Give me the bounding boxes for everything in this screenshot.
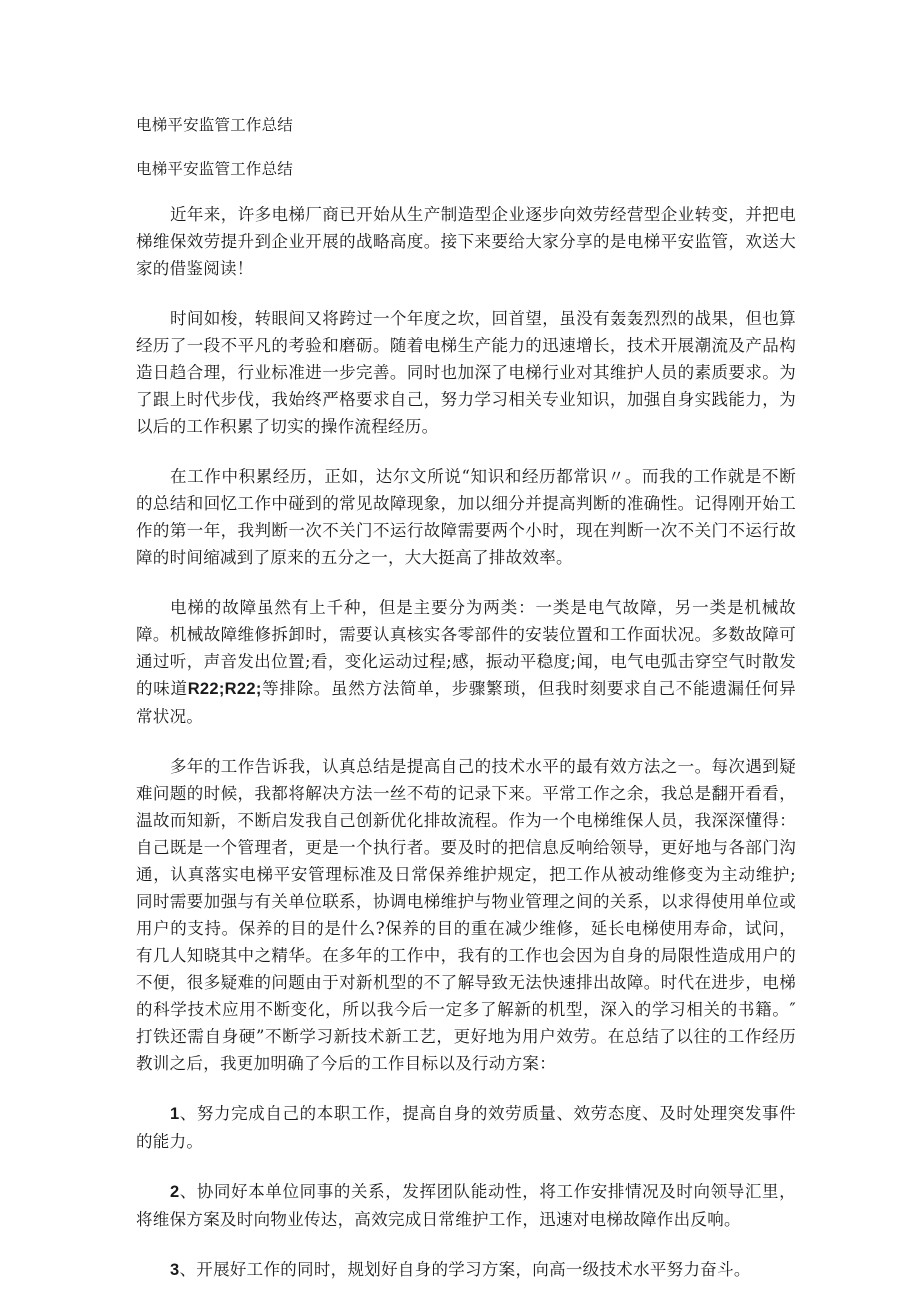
paragraph-experience: 在工作中积累经历，正如，达尔文所说“知识和经历都常识〃。而我的工作就是不断的总结和回忆工作中碰到的常见故障现象，加以细分并提高判断的准确性。记得刚开始工作的第一年，我判断一次不关门不运行故障需要两个小时，现在判断一次不关门不运行故障的时间缩减到了原来的五分之一，大大挺高了排故效率。 [136, 467, 796, 567]
paragraph-faults [136, 594, 796, 730]
document-page [136, 113, 796, 1307]
faults-text-after: 等排除。虽然方法简单，步骤繁琐，但我时刻要求自己不能遗漏任何异常状况。 [136, 679, 796, 726]
list-number: 2 [170, 1183, 180, 1201]
list-text: 、开展好工作的同时，规划好自身的学习方案，向高一级技术水平努力奋斗。 [179, 1260, 751, 1279]
list-text: 、协同好本单位同事的关系，发挥团队能动性，将工作安排情况及时向领导汇里，将维保方案及时向物业传达，高效完成日常维护工作，迅速对电梯故障作出反响。 [136, 1182, 796, 1229]
paragraph-intro: 近年来，许多电梯厂商已开始从生产制造型企业逐步向效劳经营型企业转变，并把电梯维保效劳提升到企业开展的战略高度。接下来要给大家分享的是电梯平安监管，欢送大家的借鉴阅读！ [136, 205, 796, 278]
faults-text-before: 电梯的故障虽然有上千种，但是主要分为两类：一类是电气故障，另一类是机械故障。机械故障维修拆卸时，需要认真核实各零部件的安装位置和工作面状况。多数故障可通过听，声音发出位置;看，变化运动过程;感，振动平稳度;闻，电气电弧击穿空气时散发的味道 [136, 598, 796, 698]
paragraph-summary: 多年的工作告诉我，认真总结是提高自己的技术水平的最有效方法之一。每次遇到疑难问题的时候，我都将解决方法一丝不苟的记录下来。平常工作之余，我总是翻开看看，温故而知新，不断启发我自己创新优化排故流程。作为一个电梯维保人员，我深深懂得：自己既是一个管理者，更是一个执行者。要及时的把信息反响给领导，更好地与各部门沟通，认真落实电梯平安管理标准及日常保养维护规定，把工作从被动维修变为主动维护;同时需要加强与有关单位联系，协调电梯维护与物业管理之间的关系，以求得使用单位或用户的支持。保养的目的是什么?保养的目的重在减少维修，延长电梯使用寿命，试问，有几人知晓其中之精华。在多年的工作中，我有的工作也会因为自身的局限性造成用户的不便，很多疑难的问题由于对新机型的不了解导致无法快速排出故障。时代在进步，电梯的科学技术应用不断变化，所以我今后一定多了解新的机型，深入的学习相关的书籍。″打铁还需自身硬”不断学习新技术新工艺，更好地为用户效劳。在总结了以往的工作经历教训之后，我更加明确了今后的工作目标以及行动方案： [136, 757, 796, 1073]
document-subtitle: 电梯平安监管工作总结 [136, 160, 294, 178]
list-item-1 [136, 1100, 796, 1155]
list-number: 1 [170, 1105, 180, 1123]
faults-code: R22;R22; [187, 680, 262, 698]
document-title: 电梯平安监管工作总结 [136, 116, 294, 134]
list-text: 、努力完成自己的本职工作，提高自身的效劳质量、效劳态度、及时处理突发事件的能力。 [136, 1104, 796, 1151]
list-item-3 [136, 1256, 796, 1284]
list-number: 3 [170, 1261, 180, 1279]
list-item-2 [136, 1178, 796, 1233]
paragraph-review: 时间如梭，转眼间又将跨过一个年度之坎，回首望，虽没有轰轰烈烈的战果，但也算经历了一段不平凡的考验和磨砺。随着电梯生产能力的迅速增长，技术开展潮流及产品构造日趋合理，行业标准进一步完善。同时也加深了电梯行业对其维护人员的素质要求。为了跟上时代步伐，我始终严格要求自己，努力学习相关专业知识，加强自身实践能力，为以后的工作积累了切实的操作流程经历。 [136, 309, 796, 436]
